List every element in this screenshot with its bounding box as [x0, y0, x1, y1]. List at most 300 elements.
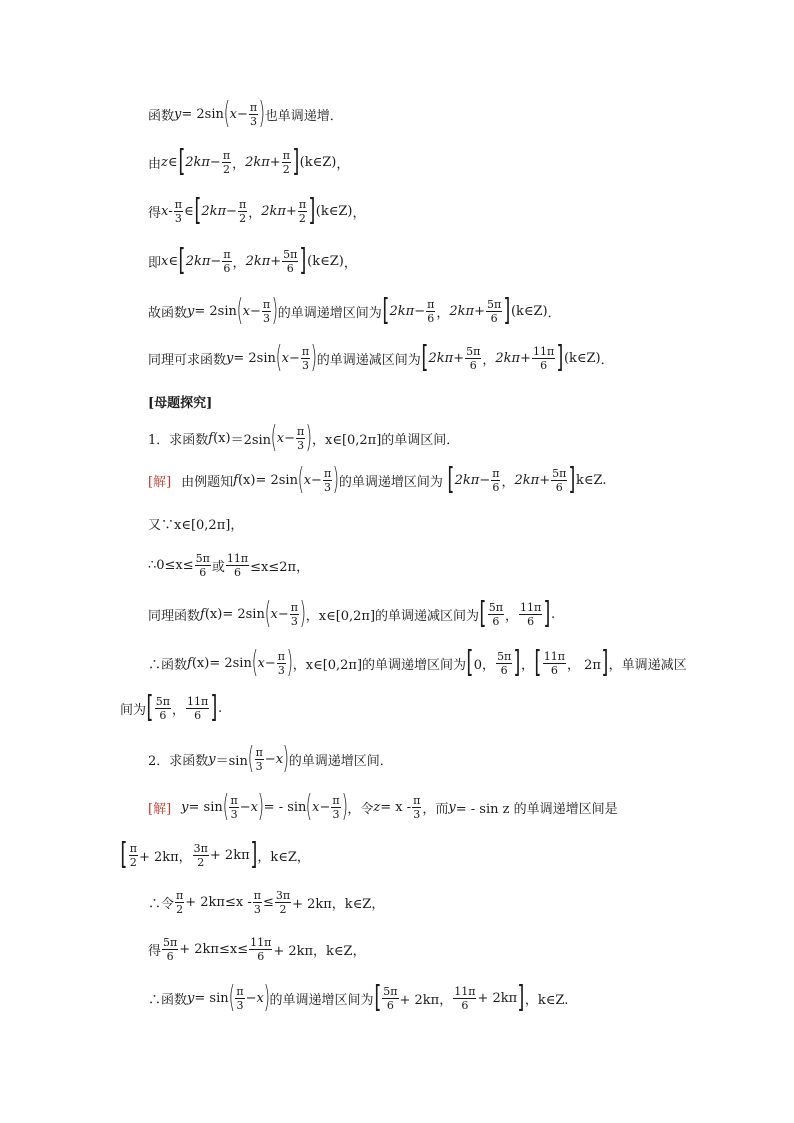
text: 2kπ [454, 472, 480, 488]
frac-num: π [253, 889, 261, 902]
text: 函数 [148, 108, 175, 124]
frac-den: 2 [129, 855, 137, 869]
frac-den: 6 [427, 311, 435, 325]
bracket-right: ] [292, 144, 300, 179]
frac-num: π [297, 424, 305, 438]
fraction [323, 468, 332, 493]
text: ，单调递减区 [608, 657, 687, 673]
text: (k∈Z) [299, 154, 337, 170]
var-y: y [174, 106, 182, 122]
fraction [195, 553, 211, 578]
fraction [331, 795, 340, 820]
frac-num: 11π [533, 344, 555, 358]
frac-den: 3 [236, 998, 244, 1012]
bracket-right: ] [299, 243, 307, 278]
fraction [238, 199, 247, 224]
text: ∈ [167, 154, 178, 170]
text: + 2kπ，k∈Z， [292, 897, 385, 912]
frac-num: π [323, 466, 332, 480]
bracket-right: ] [308, 193, 316, 228]
var-x: x [275, 751, 284, 767]
text: 2kπ [185, 253, 211, 269]
frac-den: 6 [555, 480, 563, 494]
frac-den: 3 [255, 759, 263, 773]
text: ，x∈[0,2π]的单调递减区间为 [305, 608, 480, 624]
frac-den: 2 [279, 903, 287, 916]
frac-den: 6 [159, 708, 167, 722]
fraction [282, 249, 298, 274]
bracket-left: [ [146, 690, 154, 725]
bracket-right: ] [513, 645, 521, 680]
frac-den: 3 [324, 480, 332, 494]
text: − [245, 990, 257, 1006]
paren-right: ) [310, 340, 318, 375]
text: ，而 [422, 801, 449, 817]
fraction [290, 602, 299, 627]
text: − [236, 106, 248, 122]
text: 2kπ [245, 253, 271, 269]
frac-den: 6 [469, 358, 477, 372]
text: 的单调递增区间为 [338, 474, 443, 490]
text: 的单调递减区间为 [316, 352, 421, 368]
bracket-left: [ [534, 645, 542, 680]
fraction [186, 696, 209, 721]
frac-num: 5π [163, 936, 178, 949]
paren-left: ( [251, 645, 258, 680]
fraction [496, 651, 512, 676]
text: 同理可求函数 [148, 352, 227, 368]
frac-den: 6 [492, 614, 500, 628]
frac-num: 11π [454, 984, 476, 998]
var-x: x [270, 606, 278, 622]
text: + 2kπ≤x - [185, 895, 252, 910]
text: + 2kπ，k∈Z， [273, 944, 366, 959]
frac-den: 2 [197, 855, 205, 869]
text: ＝2sin [230, 432, 272, 448]
text: − [226, 203, 237, 219]
text: ≤ [262, 895, 274, 910]
text: ， [232, 156, 246, 172]
paren-right: ) [258, 96, 266, 131]
text: 故函数 [148, 305, 188, 321]
var-y: y [187, 303, 195, 319]
paren-left: ( [306, 789, 313, 824]
text: = 2sin [255, 472, 298, 488]
bracket-right: ] [568, 462, 576, 497]
text: ≤x≤2π， [250, 560, 310, 575]
text: − [239, 799, 251, 815]
text: 间为 [120, 702, 147, 718]
line-4 [148, 243, 357, 278]
frac-den: 6 [257, 950, 265, 963]
text: 同理函数 [148, 608, 201, 624]
bracket-left: [ [421, 340, 429, 375]
line-6 [148, 340, 614, 375]
text: ∴令 [148, 897, 175, 912]
text: − [264, 751, 276, 767]
var-x: x [312, 799, 320, 815]
text: ． [547, 305, 561, 321]
fraction [249, 937, 272, 962]
paren-left: ( [275, 340, 282, 375]
text: − [249, 303, 261, 319]
frac-den: 6 [500, 663, 508, 677]
frac-num: π [236, 984, 244, 998]
frac-den: 6 [286, 261, 294, 275]
paren-left: ( [270, 420, 278, 455]
solution-1-line-3 [148, 553, 309, 578]
var-x: x [276, 430, 285, 446]
frac-den: 2 [298, 211, 306, 225]
text: = - sin [263, 799, 307, 815]
bracket-left: [ [120, 837, 128, 872]
frac-num: 5π [552, 466, 567, 480]
frac-den: 3 [249, 114, 257, 128]
text: − [277, 606, 289, 622]
fraction [532, 346, 555, 371]
bracket-right: ] [210, 690, 218, 725]
bracket-left: [ [447, 462, 455, 497]
var-y: y [448, 799, 456, 815]
fraction [255, 747, 264, 772]
paren-left: ( [297, 462, 305, 497]
text: . [550, 606, 556, 622]
text: (x) [191, 655, 210, 671]
bracket-left: [ [177, 144, 185, 179]
solution-2-line-4 [148, 937, 366, 962]
text: ∈ [184, 203, 194, 219]
text: = sin [194, 990, 229, 1006]
solution-label: [解] [148, 801, 172, 817]
text: − [319, 799, 331, 815]
text: − [311, 472, 322, 488]
text: (k∈Z) [510, 303, 548, 319]
text: = 2sin [194, 303, 237, 319]
paren-left: ( [222, 789, 229, 824]
frac-den: 2 [282, 162, 290, 176]
var-x: x [281, 350, 289, 366]
text: 由例题知 [181, 474, 234, 490]
fraction [253, 890, 262, 915]
paren-left: ( [223, 96, 230, 131]
text: 2kπ [261, 203, 286, 219]
var-x: x [256, 990, 264, 1006]
line-3 [148, 193, 366, 228]
frac-num: π [222, 148, 231, 162]
solution-1-line-5 [148, 645, 687, 680]
var-y: y [187, 990, 195, 1006]
text: 即 [148, 255, 162, 271]
fraction [543, 651, 566, 676]
text: k∈Z. [576, 472, 607, 488]
frac-num: 5π [283, 247, 298, 261]
text: (k∈Z) [307, 253, 344, 269]
fraction [222, 249, 231, 274]
text: 2kπ [428, 350, 454, 366]
text: = 2sin [222, 606, 265, 622]
bracket-right: ] [543, 596, 551, 631]
var-x: x [229, 106, 237, 122]
frac-den: 3 [174, 211, 182, 225]
var-y: y [208, 751, 216, 767]
fraction [193, 843, 209, 868]
text: ， [232, 255, 246, 271]
var-y: y [181, 799, 189, 815]
text: ，k∈Z， [257, 849, 310, 865]
paren-right: ) [257, 789, 265, 824]
frac-num: π [230, 793, 238, 807]
line-2 [148, 144, 350, 179]
text: ，令 [347, 801, 374, 817]
text: + [474, 303, 485, 319]
frac-den: 3 [253, 903, 261, 916]
text: + 2kπ [209, 847, 250, 863]
text: ， [521, 657, 535, 673]
var-f: f [233, 472, 238, 488]
text: − [284, 430, 296, 446]
frac-num: π [301, 344, 310, 358]
paren-right: ) [341, 789, 348, 824]
text: 也单调递增． [264, 108, 343, 124]
text: ， [343, 255, 357, 271]
frac-num: π [277, 649, 286, 663]
frac-num: π [427, 297, 435, 311]
frac-den: 3 [290, 614, 298, 628]
text: + 2kπ [477, 990, 518, 1006]
var-z: z [373, 799, 381, 815]
frac-den: 6 [461, 998, 469, 1012]
text: 得 [148, 944, 162, 959]
frac-num: 3π [193, 841, 208, 855]
text: 的单调递增区间． [288, 753, 393, 769]
frac-num: π [176, 889, 184, 902]
fraction [488, 602, 504, 627]
fraction [275, 890, 291, 915]
bracket-left: [ [466, 645, 474, 680]
frac-den: 3 [332, 807, 340, 821]
heading-text: [母题探究] [148, 396, 213, 411]
paren-right: ) [299, 596, 307, 631]
text: 2kπ [495, 350, 521, 366]
frac-num: 11π [226, 552, 249, 565]
line-5 [148, 293, 561, 328]
frac-den: 6 [386, 998, 394, 1012]
text: 2kπ [185, 154, 210, 170]
var-y: y [226, 350, 234, 366]
solution-2-line-2 [120, 837, 310, 872]
frac-den: 6 [550, 663, 558, 677]
text: ∴函数 [148, 657, 188, 673]
bracket-left: [ [382, 293, 390, 328]
text: 的单调递增区间为 [277, 305, 382, 321]
bracket-right: ] [503, 293, 511, 328]
frac-num: 5π [466, 344, 481, 358]
fraction [235, 986, 244, 1011]
paren-left: ( [247, 741, 254, 776]
fraction [426, 299, 435, 324]
text: 由 [148, 156, 162, 172]
var-x: x [303, 472, 312, 488]
frac-den: 6 [194, 708, 202, 722]
text: (x) [237, 472, 256, 488]
frac-num: π [255, 745, 263, 759]
text: (x) [213, 430, 231, 446]
solution-1-line-1 [148, 462, 607, 497]
frac-num: π [492, 466, 500, 480]
text: − [210, 253, 222, 269]
paren-right: ) [286, 645, 294, 680]
fraction [382, 986, 398, 1011]
frac-num: π [223, 247, 231, 261]
solution-label: [解] [148, 474, 172, 490]
paren-right: ) [332, 462, 340, 497]
text: (k∈Z) [315, 203, 353, 219]
text: ，x∈[0,2π]的单调区间． [311, 432, 460, 448]
text: ， [482, 352, 496, 368]
bracket-left: [ [373, 980, 381, 1015]
fraction [282, 150, 291, 175]
text: + 2kπ， [138, 849, 192, 865]
text: ． [600, 352, 614, 368]
section-heading [148, 392, 212, 411]
text: − [288, 350, 300, 366]
var-x: x [242, 303, 250, 319]
text: 得 [148, 205, 162, 221]
question-2 [148, 741, 393, 776]
fraction [174, 199, 183, 224]
frac-den: 6 [223, 261, 231, 275]
paren-left: ( [236, 293, 243, 328]
paren-left: ( [228, 980, 235, 1015]
frac-num: π [332, 793, 340, 807]
frac-num: 11π [186, 694, 209, 708]
frac-num: 5π [497, 649, 512, 663]
text: − [414, 303, 426, 319]
fraction [412, 795, 421, 820]
frac-num: 11π [250, 936, 272, 949]
fraction [129, 843, 138, 868]
frac-den: 6 [492, 480, 500, 494]
var-x: x [250, 799, 258, 815]
solution-1-line-4 [148, 596, 556, 631]
text: + 2kπ， [399, 992, 453, 1008]
frac-den: 6 [527, 614, 535, 628]
bracket-right: ] [249, 837, 257, 872]
frac-num: π [262, 297, 271, 311]
text: - [168, 203, 173, 219]
text: (k∈Z) [563, 350, 601, 366]
text: = 2sin [181, 106, 224, 122]
fraction [262, 299, 271, 324]
text: 2．求函数 [148, 753, 209, 769]
text: + [539, 472, 551, 488]
paren-right: ) [305, 420, 313, 455]
solution-2-line-1 [148, 789, 618, 824]
var-z: z [161, 154, 168, 170]
text: 1．求函数 [148, 432, 209, 448]
frac-den: 2 [239, 211, 247, 225]
var-f: f [200, 606, 205, 622]
frac-num: π [249, 100, 258, 114]
frac-den: 6 [166, 950, 174, 963]
text: 2kπ [449, 303, 475, 319]
frac-num: 5π [488, 600, 504, 614]
frac-num: 5π [383, 984, 398, 998]
text: ， [505, 608, 519, 624]
text: ， [436, 305, 450, 321]
frac-den: 2 [176, 903, 184, 916]
frac-den: 6 [234, 566, 242, 579]
text: − [264, 655, 276, 671]
text: − [479, 472, 491, 488]
frac-den: 3 [301, 358, 309, 372]
frac-num: π [290, 600, 299, 614]
text: 又∵x∈[0,2π]， [148, 518, 244, 533]
text: − [209, 154, 221, 170]
fraction [519, 602, 542, 627]
text: + [270, 253, 282, 269]
frac-num: 5π [195, 552, 210, 565]
text: 2kπ [514, 472, 540, 488]
text: 或 [211, 560, 225, 575]
text: + [453, 350, 465, 366]
text: ，k∈Z. [524, 992, 569, 1008]
solution-2-line-5 [148, 980, 569, 1015]
paren-left: ( [264, 596, 271, 631]
text: ∴0≤x≤ [148, 558, 194, 573]
text: ， [248, 205, 262, 221]
paren-right: ) [282, 741, 290, 776]
var-x: x [257, 655, 265, 671]
fraction [465, 346, 481, 371]
text: ， [336, 156, 350, 172]
text: 0， [473, 657, 496, 673]
fraction [453, 986, 476, 1011]
text: 2kπ [201, 203, 227, 219]
frac-num: 5π [155, 694, 170, 708]
fraction [226, 553, 249, 578]
frac-num: π [129, 841, 137, 855]
var-f: f [208, 430, 214, 446]
text: ， [171, 702, 185, 718]
solution-1-line-2 [148, 514, 243, 533]
fraction [249, 102, 258, 127]
text: ，x∈[0,2π]的单调递增区间为 [292, 657, 467, 673]
text: = - sin z 的单调递增区间是 [455, 801, 618, 817]
bracket-right: ] [556, 340, 564, 375]
frac-den: 6 [199, 566, 207, 579]
text: . [217, 700, 223, 716]
fraction [222, 150, 231, 175]
frac-num: 3π [275, 889, 291, 902]
frac-den: 2 [222, 162, 230, 176]
text: ∴函数 [148, 992, 188, 1008]
var-x: x [161, 203, 169, 219]
text: ， [352, 205, 366, 221]
frac-num: 5π [487, 297, 502, 311]
frac-num: π [298, 197, 307, 211]
var-f: f [187, 655, 192, 671]
text: (x) [204, 606, 223, 622]
frac-num: 11π [520, 600, 542, 614]
fraction [155, 696, 171, 721]
text: + [285, 203, 297, 219]
text: ＝sin [215, 753, 248, 769]
frac-num: π [413, 793, 421, 807]
fraction [551, 468, 567, 493]
frac-num: π [238, 197, 247, 211]
var-x: x [161, 253, 169, 269]
